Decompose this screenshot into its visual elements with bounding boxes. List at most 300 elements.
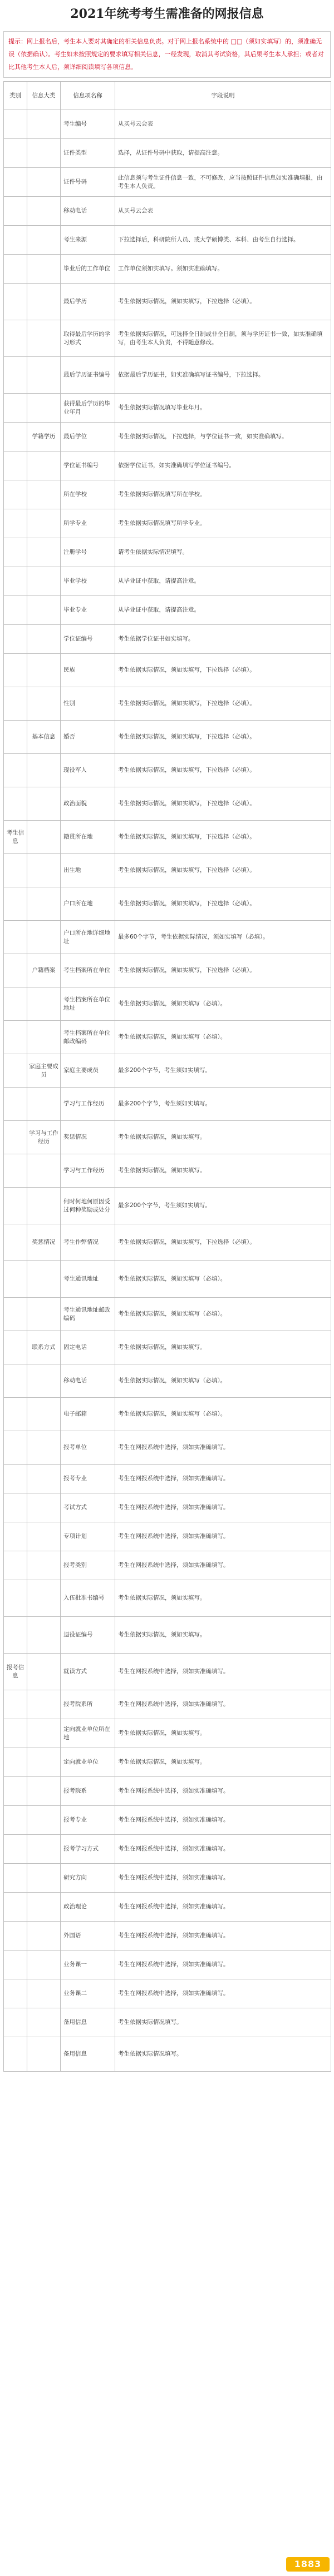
group-cell (27, 1950, 61, 1979)
page-title: 2021年统考考生需准备的网报信息 (70, 7, 264, 21)
item-name-cell: 学位证书编号 (61, 451, 115, 480)
description-cell: 考生在网报系统中选择，须如实准确填写。 (115, 1806, 331, 1835)
description-cell: 考生在网报系统中选择，须如实准确填写。 (115, 1431, 331, 1465)
item-name-cell: 考生作弊情况 (61, 1224, 115, 1261)
group-cell (27, 1465, 61, 1493)
table-row (4, 1719, 331, 1748)
description-cell: 考生依据实际情况填写所在学校。 (115, 480, 331, 509)
group-cell (27, 357, 61, 394)
item-name-cell: 现役军人 (61, 754, 115, 787)
category-cell (4, 1021, 27, 1054)
table-row (4, 687, 331, 721)
item-name-cell: 政治理论 (61, 1893, 115, 1922)
table-row (4, 1950, 331, 1979)
group-cell (27, 255, 61, 284)
item-name-cell: 报考院系 (61, 1777, 115, 1806)
category-cell (4, 721, 27, 754)
category-cell (4, 1748, 27, 1777)
group-cell (27, 1777, 61, 1806)
header-category: 类别 (4, 82, 27, 110)
item-name-cell: 性别 (61, 687, 115, 721)
group-cell: 联系方式 (27, 1331, 61, 1364)
group-cell (27, 110, 61, 139)
table-row (4, 1088, 331, 1121)
description-cell: 考生在网报系统中选择，须如实准确填写。 (115, 1551, 331, 1580)
table-row (4, 1864, 331, 1893)
group-cell (27, 1748, 61, 1777)
table-row (4, 1580, 331, 1617)
table-row (4, 787, 331, 821)
group-cell (27, 1493, 61, 1522)
description-cell: 考生依据实际情况填写所学专业。 (115, 509, 331, 538)
description-cell: 依据最后学历证书，如实准确填写证书编号，下拉选择。 (115, 357, 331, 394)
table-row (4, 423, 331, 451)
table-row (4, 1493, 331, 1522)
group-cell (27, 1398, 61, 1431)
description-cell: 从买号云会表 (115, 110, 331, 139)
group-cell: 学籍学历 (27, 423, 61, 451)
item-name-cell: 最后学历 (61, 284, 115, 320)
item-name-cell: 考生档案所在单位 (61, 954, 115, 987)
item-name-cell: 所学专业 (61, 509, 115, 538)
item-name-cell: 考生通讯地址 (61, 1261, 115, 1298)
category-cell (4, 509, 27, 538)
description-cell: 考生依据实际情况，须如实填写，下拉选择（必填）。 (115, 284, 331, 320)
item-name-cell: 报考类别 (61, 1551, 115, 1580)
table-row (4, 226, 331, 255)
group-cell (27, 1522, 61, 1551)
description-cell: 考生在网报系统中选择，须如实准确填写。 (115, 1835, 331, 1864)
group-cell (27, 821, 61, 854)
table-row (4, 2008, 331, 2037)
table-row (4, 480, 331, 509)
item-name-cell: 考生档案所在单位邮政编码 (61, 1021, 115, 1054)
item-name-cell: 最后学历证书编号 (61, 357, 115, 394)
description-cell: 考生依据实际情况，须如实填写。 (115, 1121, 331, 1154)
description-cell: 工作单位须如实填写。须如实准确填写。 (115, 255, 331, 284)
item-name-cell: 专项计划 (61, 1522, 115, 1551)
category-cell (4, 2008, 27, 2037)
category-cell (4, 1690, 27, 1719)
description-cell: 考生在网报系统中选择，须如实准确填写。 (115, 1654, 331, 1690)
category-cell (4, 625, 27, 654)
category-cell (4, 451, 27, 480)
description-cell: 选择，从证件号码中获取，请提高注意。 (115, 139, 331, 168)
item-name-cell: 政治面貌 (61, 787, 115, 821)
site-logo: 1883 (286, 2557, 330, 2572)
category-cell (4, 538, 27, 567)
description-cell: 考生依据实际情况填写毕业年月。 (115, 394, 331, 423)
table-row (4, 1690, 331, 1719)
table-row (4, 1261, 331, 1298)
group-cell (27, 1617, 61, 1654)
category-cell (4, 1261, 27, 1298)
item-name-cell: 入伍批准书编号 (61, 1580, 115, 1617)
item-name-cell: 籍贯所在地 (61, 821, 115, 854)
group-cell (27, 987, 61, 1021)
table-row (4, 451, 331, 480)
item-name-cell: 毕业后的工作单位 (61, 255, 115, 284)
item-name-cell: 备用信息 (61, 2037, 115, 2072)
table-row (4, 1979, 331, 2008)
category-cell (4, 1922, 27, 1950)
category-cell (4, 1188, 27, 1224)
table-row (4, 1364, 331, 1398)
group-cell (27, 654, 61, 687)
description-cell: 考生依据实际情况，须如实填写，下拉选择（必填）。 (115, 754, 331, 787)
group-cell (27, 1154, 61, 1188)
group-cell (27, 168, 61, 197)
table-row (4, 320, 331, 357)
category-cell (4, 320, 27, 357)
group-cell (27, 787, 61, 821)
item-name-cell: 外国语 (61, 1922, 115, 1950)
description-cell: 考生依据实际情况，须如实填写。 (115, 1719, 331, 1748)
group-cell (27, 887, 61, 921)
group-cell (27, 284, 61, 320)
group-cell (27, 509, 61, 538)
category-cell (4, 687, 27, 721)
description-cell: 最多60个字节，考生依据实际情况，须如实填写（必填）。 (115, 921, 331, 954)
group-cell (27, 2037, 61, 2072)
category-cell: 考生信息 (4, 821, 27, 854)
item-name-cell: 移动电话 (61, 1364, 115, 1398)
table-row (4, 821, 331, 854)
group-cell: 户籍档案 (27, 954, 61, 987)
item-name-cell: 注册学号 (61, 538, 115, 567)
category-cell (4, 1224, 27, 1261)
table-row (4, 2037, 331, 2072)
table-row (4, 509, 331, 538)
category-cell (4, 1465, 27, 1493)
category-cell (4, 480, 27, 509)
category-cell (4, 197, 27, 226)
description-cell: 考生在网报系统中选择，须如实准确填写。 (115, 1493, 331, 1522)
category-cell: 报考信息 (4, 1654, 27, 1690)
group-cell (27, 754, 61, 787)
category-cell (4, 255, 27, 284)
table-row (4, 357, 331, 394)
category-cell (4, 754, 27, 787)
category-cell (4, 1719, 27, 1748)
item-name-cell: 学位证编号 (61, 625, 115, 654)
item-name-cell: 报考院系所 (61, 1690, 115, 1719)
group-cell (27, 480, 61, 509)
category-cell (4, 1431, 27, 1465)
description-cell: 考生在网报系统中选择，须如实准确填写。 (115, 1950, 331, 1979)
description-cell: 依据学位证书，如实准确填写学位证书编号。 (115, 451, 331, 480)
description-cell: 下拉选择后，科研院所人员、或大学硕博类、本科、由考生自行选择。 (115, 226, 331, 255)
table-row (4, 854, 331, 887)
description-cell: 考生依据实际情况，须如实填写，下拉选择（必填）。 (115, 687, 331, 721)
table-row (4, 1654, 331, 1690)
table-row (4, 654, 331, 687)
group-cell (27, 1298, 61, 1331)
category-cell (4, 423, 27, 451)
group-cell (27, 596, 61, 625)
table-row (4, 921, 331, 954)
description-cell: 考生依据实际情况，须如实填写。 (115, 1331, 331, 1364)
item-name-cell: 定向就业单位 (61, 1748, 115, 1777)
table-row (4, 754, 331, 787)
group-cell: 学习与工作经历 (27, 1121, 61, 1154)
category-cell (4, 567, 27, 596)
category-cell (4, 1806, 27, 1835)
table-row (4, 1431, 331, 1465)
description-cell: 最多200个字节，考生须如实填写。 (115, 1088, 331, 1121)
item-name-cell: 业务课一 (61, 1950, 115, 1979)
table-row (4, 1054, 331, 1088)
item-name-cell: 就读方式 (61, 1654, 115, 1690)
item-name-cell: 家庭主要成员 (61, 1054, 115, 1088)
description-cell: 考生在网报系统中选择，须如实准确填写。 (115, 1465, 331, 1493)
category-cell (4, 284, 27, 320)
description-cell: 从毕业证中获取，请提高注意。 (115, 596, 331, 625)
description-cell: 请考生依据实际情况填写。 (115, 538, 331, 567)
table-row (4, 110, 331, 139)
item-name-cell: 考生通讯地址邮政编码 (61, 1298, 115, 1331)
header-item: 信息项名称 (61, 82, 115, 110)
description-cell: 考生依据实际情况，须如实填写，下拉选择（必填）。 (115, 721, 331, 754)
description-cell: 考生依据实际情况，须如实填写，下拉选择（必填）。 (115, 887, 331, 921)
description-cell: 考生依据实际情况，下拉选择，与学位证书一致，如实准确填写。 (115, 423, 331, 451)
description-cell: 考生依据实际情况，须如实填写，下拉选择（必填）。 (115, 787, 331, 821)
table-row (4, 1121, 331, 1154)
description-cell: 考生依据学位证书如实填写。 (115, 625, 331, 654)
table-row (4, 721, 331, 754)
category-cell (4, 110, 27, 139)
table-row (4, 1748, 331, 1777)
description-cell: 最多200个字节，考生须如实填写。 (115, 1188, 331, 1224)
table-row (4, 1835, 331, 1864)
description-cell: 考生依据实际情况，须如实填写。 (115, 1617, 331, 1654)
category-cell (4, 787, 27, 821)
description-cell: 最多200个字节，考生须如实填写。 (115, 1054, 331, 1088)
table-row (4, 394, 331, 423)
group-cell (27, 1835, 61, 1864)
category-cell (4, 1617, 27, 1654)
table-row (4, 1551, 331, 1580)
group-cell (27, 687, 61, 721)
category-cell (4, 1950, 27, 1979)
group-cell (27, 320, 61, 357)
category-cell (4, 1551, 27, 1580)
table-row (4, 1922, 331, 1950)
category-cell (4, 2037, 27, 2072)
category-cell (4, 921, 27, 954)
item-name-cell: 学习与工作经历 (61, 1088, 115, 1121)
item-name-cell: 研究方向 (61, 1864, 115, 1893)
table-row (4, 139, 331, 168)
description-cell: 考生依据实际情况，须如实填写，下拉选择（必填）。 (115, 1224, 331, 1261)
table-row (4, 1465, 331, 1493)
category-cell (4, 887, 27, 921)
table-row (4, 538, 331, 567)
description-cell: 从毕业证中获取，请提高注意。 (115, 567, 331, 596)
item-name-cell: 报考专业 (61, 1806, 115, 1835)
table-body (4, 110, 331, 2072)
table-row (4, 987, 331, 1021)
table-row (4, 1298, 331, 1331)
category-cell (4, 226, 27, 255)
category-cell (4, 1121, 27, 1154)
table-row (4, 1522, 331, 1551)
table-row (4, 1331, 331, 1364)
category-cell (4, 987, 27, 1021)
table-row (4, 1021, 331, 1054)
item-name-cell: 证件号码 (61, 168, 115, 197)
description-cell: 考生在网报系统中选择，须如实准确填写。 (115, 1777, 331, 1806)
item-name-cell: 考生编号 (61, 110, 115, 139)
item-name-cell: 证件类型 (61, 139, 115, 168)
group-cell (27, 2008, 61, 2037)
category-cell (4, 954, 27, 987)
description-cell: 此信息须与考生证件信息一致，不可修改，应当按照证件信息如实准确填报，由考生本人负责。 (115, 168, 331, 197)
table-row (4, 1154, 331, 1188)
table-row (4, 887, 331, 921)
item-name-cell: 报考学习方式 (61, 1835, 115, 1864)
group-cell (27, 139, 61, 168)
description-cell: 考生依据实际情况，须如实填写（必填）。 (115, 1298, 331, 1331)
description-cell: 考生依据实际情况，须如实填写。 (115, 1580, 331, 1617)
group-cell (27, 1021, 61, 1054)
category-cell (4, 1331, 27, 1364)
item-name-cell: 婚否 (61, 721, 115, 754)
info-table-container (3, 81, 331, 2072)
group-cell (27, 1580, 61, 1617)
group-cell (27, 854, 61, 887)
group-cell: 家庭主要成员 (27, 1054, 61, 1088)
table-row (4, 1806, 331, 1835)
description-cell: 考生在网报系统中选择，须如实准确填写。 (115, 1922, 331, 1950)
item-name-cell: 考试方式 (61, 1493, 115, 1522)
table-row (4, 567, 331, 596)
description-cell: 考生依据实际情况，须如实填写，下拉选择（必填）。 (115, 954, 331, 987)
item-name-cell: 获得最后学历的毕业年月 (61, 394, 115, 423)
table-row (4, 625, 331, 654)
group-cell (27, 1893, 61, 1922)
item-name-cell: 取得最后学历的学习形式 (61, 320, 115, 357)
group-cell (27, 538, 61, 567)
category-cell (4, 1777, 27, 1806)
description-cell: 考生依据实际情况，须如实填写（必填）。 (115, 1261, 331, 1298)
description-cell: 考生依据实际情况，须如实填写。 (115, 1748, 331, 1777)
category-cell (4, 1835, 27, 1864)
group-cell (27, 921, 61, 954)
group-cell (27, 1979, 61, 2008)
group-cell (27, 1088, 61, 1121)
table-row (4, 596, 331, 625)
category-cell (4, 1893, 27, 1922)
description-cell: 考生依据实际情况，须如实填写（必填）。 (115, 1021, 331, 1054)
category-cell (4, 854, 27, 887)
group-cell (27, 226, 61, 255)
group-cell (27, 567, 61, 596)
description-cell: 考生依据实际情况填写。 (115, 2008, 331, 2037)
item-name-cell: 户口所在地详细地址 (61, 921, 115, 954)
description-cell: 考生在网报系统中选择，须如实准确填写。 (115, 1522, 331, 1551)
table-row (4, 255, 331, 284)
category-cell (4, 654, 27, 687)
table-row (4, 954, 331, 987)
group-cell (27, 1922, 61, 1950)
group-cell (27, 1654, 61, 1690)
category-cell (4, 1580, 27, 1617)
description-cell: 考生依据实际情况，须如实填写。 (115, 1154, 331, 1188)
item-name-cell: 何时何地何原因受过何种奖励或处分 (61, 1188, 115, 1224)
group-cell (27, 1806, 61, 1835)
group-cell (27, 1551, 61, 1580)
item-name-cell: 报考专业 (61, 1465, 115, 1493)
group-cell (27, 1719, 61, 1748)
category-cell (4, 1364, 27, 1398)
item-name-cell: 电子邮箱 (61, 1398, 115, 1431)
category-cell (4, 1864, 27, 1893)
info-table (3, 81, 331, 2072)
group-cell (27, 1261, 61, 1298)
item-name-cell: 毕业专业 (61, 596, 115, 625)
category-cell (4, 139, 27, 168)
category-cell (4, 1054, 27, 1088)
item-name-cell: 出生地 (61, 854, 115, 887)
item-name-cell: 业务课二 (61, 1979, 115, 2008)
table-row (4, 1398, 331, 1431)
description-cell: 考生依据实际情况，须如实填写，下拉选择（必填）。 (115, 854, 331, 887)
description-cell: 考生依据实际情况，须如实填写，下拉选择（必填）。 (115, 654, 331, 687)
group-cell (27, 1364, 61, 1398)
table-row (4, 197, 331, 226)
description-cell: 从买号云会表 (115, 197, 331, 226)
notice-text: 提示：网上报名后，考生本人要对其确定的相关信息负责。对于网上报名系统中的 □□（须如实填写）的，须准确无误（依据确认）。考生如未按照规定的要求填写相关信息，一经发现，取消其考试资格，其后果考生本人承担；或者对比其他考生本人后，须详细阅读填写各项信息。 (3, 31, 331, 78)
group-cell (27, 394, 61, 423)
description-cell: 考生在网报系统中选择，须如实准确填写。 (115, 1864, 331, 1893)
table-row (4, 168, 331, 197)
group-cell (27, 1690, 61, 1719)
description-cell: 考生依据实际情况，须如实填写（必填）。 (115, 1398, 331, 1431)
category-cell (4, 1088, 27, 1121)
group-cell (27, 1188, 61, 1224)
table-row (4, 284, 331, 320)
description-cell: 考生在网报系统中选择，须如实准确填写。 (115, 1690, 331, 1719)
category-cell (4, 394, 27, 423)
table-header-row (4, 82, 331, 110)
table-row (4, 1893, 331, 1922)
group-cell: 基本信息 (27, 721, 61, 754)
item-name-cell: 考生档案所在单位地址 (61, 987, 115, 1021)
group-cell (27, 197, 61, 226)
category-cell (4, 1154, 27, 1188)
category-cell (4, 168, 27, 197)
item-name-cell: 备用信息 (61, 2008, 115, 2037)
item-name-cell: 移动电话 (61, 197, 115, 226)
description-cell: 考生依据实际情况，须如实填写（必填）。 (115, 987, 331, 1021)
item-name-cell: 学习与工作经历 (61, 1154, 115, 1188)
table-row (4, 1188, 331, 1224)
group-cell (27, 1431, 61, 1465)
item-name-cell: 考生来源 (61, 226, 115, 255)
group-cell (27, 451, 61, 480)
description-cell: 考生在网报系统中选择，须如实准确填写。 (115, 1979, 331, 2008)
table-row (4, 1777, 331, 1806)
item-name-cell: 毕业学校 (61, 567, 115, 596)
category-cell (4, 596, 27, 625)
description-cell: 考生在网报系统中选择，须如实准确填写。 (115, 1893, 331, 1922)
item-name-cell: 所在学校 (61, 480, 115, 509)
item-name-cell: 民族 (61, 654, 115, 687)
header-description: 字段说明 (115, 82, 331, 110)
item-name-cell: 报考单位 (61, 1431, 115, 1465)
group-cell (27, 625, 61, 654)
